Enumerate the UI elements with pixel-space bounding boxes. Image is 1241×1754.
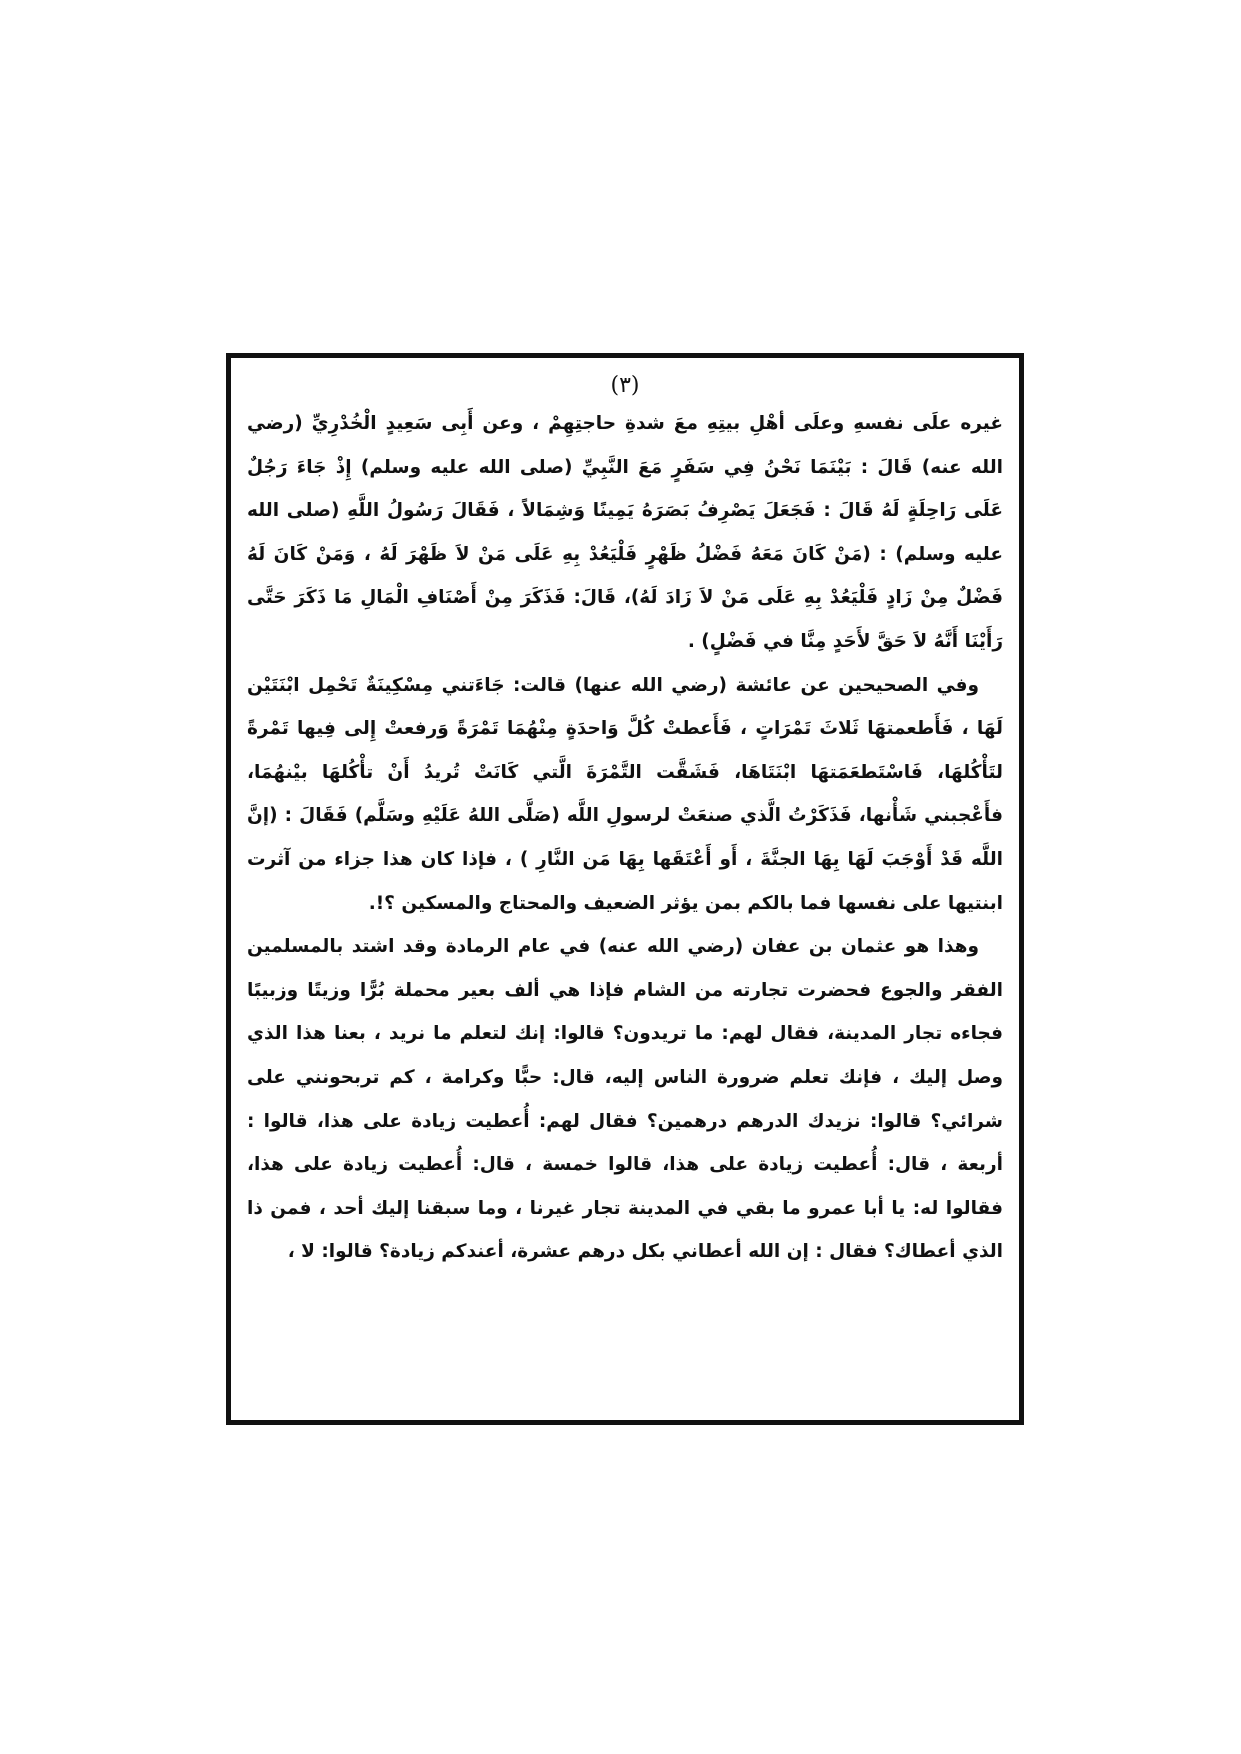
- page-frame: [226, 353, 1024, 1425]
- page-number: (٣): [610, 373, 640, 398]
- paragraph-3: وهذا هو عثمان بن عفان (رضي الله عنه) في عام الرمادة وقد اشتد بالمسلمين الفقر والجوع فحضرت تجارته من الشام فإذا هي ألف بعير محملة بُرًّا وزيتًا وزبيبًا فجاءه تجار المدينة، فقال لهم: ما تريدون؟ قالوا: إنك لتعلم ما نريد ، بعنا هذا الذي وصل إليك ، فإنك تعلم ضرورة الناس إليه، قال: حبًّا وكرامة ، كم تربحونني على شرائي؟ قالوا: نزيدك الدرهم درهمين؟ فقال لهم: أُعطيت زيادة على هذا، قالوا : أربعة ، قال: أُعطيت زيادة على هذا، قالوا خمسة ، قال: أُعطيت زيادة على هذا، فقالوا له: يا أبا عمرو ما بقي في المدينة تجار غيرنا ، وما سبقنا إليك أحد ، فمن ذا الذي أعطاك؟ فقال : إن الله أعطاني بكل درهم عشرة، أعندكم زيادة؟ قالوا: لا ،: [247, 936, 1003, 1263]
- paragraph-1: غيره علَى نفسهِ وعلَى أهْلِ بيتِهِ معَ شدةِ حاجتِهِمْ ، وعن أَبِى سَعِيدٍ الْخُدْرِيِّ (رضي الله عنه) قَالَ : بَيْنَمَا نَحْنُ فِي سَفَرٍ مَعَ النَّبِيِّ (صلى الله عليه وسلم) إِذْ جَاءَ رَجُلٌ عَلَى رَاحِلَةٍ لَهُ قَالَ : فَجَعَلَ يَصْرِفُ بَصَرَهُ يَمِينًا وَشِمَالاً ، فَقَالَ رَسُولُ اللَّهِ (صلى الله عليه وسلم) : (مَنْ كَانَ مَعَهُ فَضْلُ ظَهْرٍ فَلْيَعُدْ بِهِ عَلَى مَنْ لاَ ظَهْرَ لَهُ ، وَمَنْ كَانَ لَهُ فَضْلٌ مِنْ زَادٍ فَلْيَعُدْ بِهِ عَلَى مَنْ لاَ زَادَ لَهُ)، قَالَ: فَذَكَرَ مِنْ أَصْنَافِ الْمَالِ مَا ذَكَرَ حَتَّى رَأَيْنَا أَنَّهُ لاَ حَقَّ لأَحَدٍ مِنَّا في فَضْلٍ) .: [247, 413, 1003, 652]
- page-body: [247, 402, 1003, 1274]
- paragraph-2: وفي الصحيحين عن عائشة (رضي الله عنها) قالت: جَاءَتني مِسْكِينَةٌ تَحْمِل ابْنَتَيْن لَهَا ، فَأَطعمتهَا ثَلاثَ تَمْرَاتٍ ، فَأَعطتْ كُلَّ وَاحدَةٍ مِنْهُمَا تَمْرَةً وَرفعتْ إِلى فِيها تَمْرةً لتَأْكُلهَا، فَاسْتَطعَمَتهَا ابْنَتَاهَا، فَشَقَّت التَّمْرَةَ الَّتي كَانَتْ تُريدُ أَنْ تأْكُلهَا بيْنهُمَا، فأَعْجبني شَأْنها، فَذَكَرْتُ الَّذي صنعَتْ لرسولِ اللَّه (صَلَّى اللهُ عَلَيْهِ وسَلَّم) فَقَالَ : (إنَّ اللَّه قَدْ أَوْجَبَ لَهَا بِهَا الجنَّةَ ، أَو أَعْتَقَها بِهَا مَن النَّارِ ) ، فإذا كان هذا جزاء من آثرت ابنتيها على نفسها فما بالكم بمن يؤثر الضعيف والمحتاج والمسكين ؟!.: [247, 674, 1003, 914]
